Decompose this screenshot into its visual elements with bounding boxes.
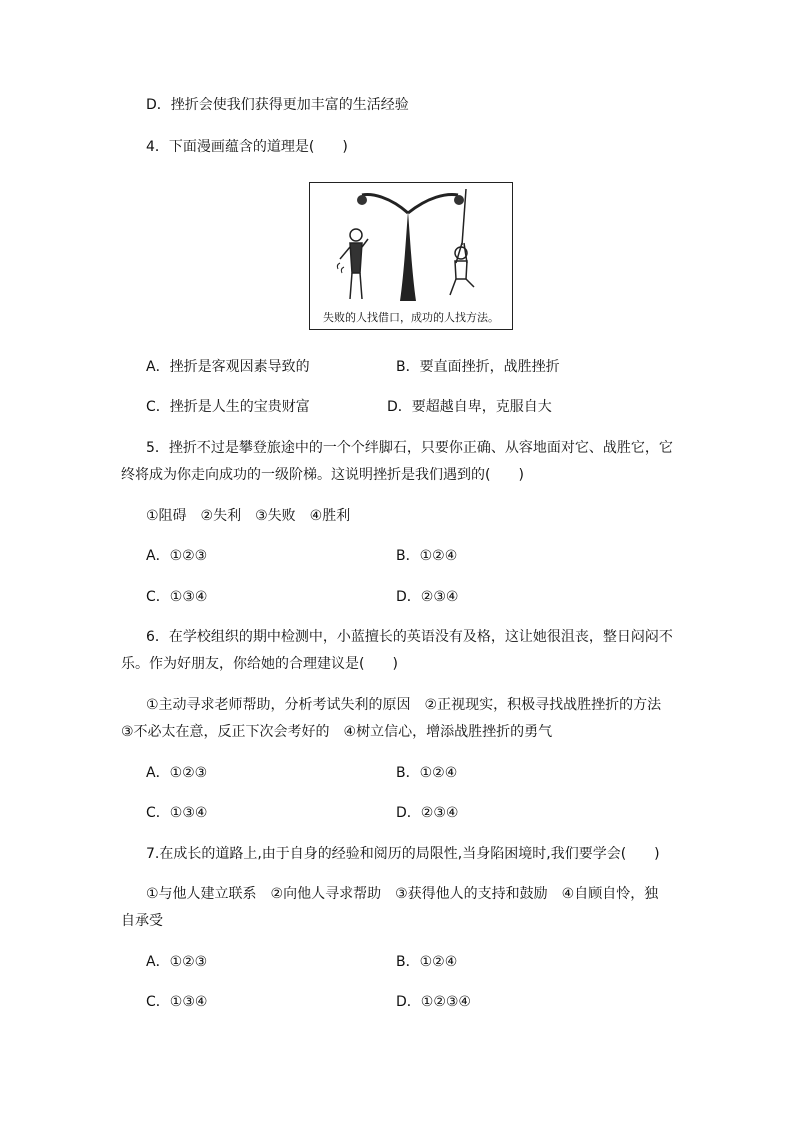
q5-option-c: C．①③④	[146, 589, 208, 605]
q5-stem-line1: 5．挫折不过是攀登旅途中的一个个绊脚石，只要你正确、从容地面对它、战胜它，它	[146, 440, 673, 456]
q6-items-line2: ③不必太在意，反正下次会考好的 ④树立信心，增添战胜挫折的勇气	[121, 724, 553, 740]
comic-figure	[309, 182, 513, 330]
q6-option-a: A．①②③	[146, 765, 208, 781]
q4-option-a: A．挫折是客观因素导致的	[146, 359, 310, 375]
q5-option-b: B．①②④	[396, 548, 458, 564]
q6-option-d: D．②③④	[396, 805, 459, 821]
motion-marks	[337, 263, 344, 273]
q4-option-b: B．要直面挫折，战胜挫折	[396, 359, 560, 375]
figure-climbing-person	[450, 189, 474, 295]
q7-option-a: A．①②③	[146, 954, 208, 970]
q6-option-c: C．①③④	[146, 805, 208, 821]
q7-items-line1: ①与他人建立联系 ②向他人寻求帮助 ③获得他人的支持和鼓励 ④自顾自怜，独	[146, 886, 659, 902]
q7-option-c: C．①③④	[146, 994, 208, 1010]
tree-trunk	[400, 211, 416, 301]
q7-stem: 7.在成长的道路上,由于自身的经验和阅历的局限性,当身陷困境时,我们要学会( )	[146, 846, 660, 862]
q3-option-d: D．挫折会使我们获得更加丰富的生活经验	[146, 97, 409, 113]
q7-option-d: D．①②③④	[396, 994, 471, 1010]
q4-option-d: D．要超越自卑，克服自大	[387, 399, 552, 415]
tree-branch-right	[408, 195, 458, 213]
q4-option-c: C．挫折是人生的宝贵财富	[146, 399, 310, 415]
q6-stem-line2: 乐。作为好朋友，你给她的合理建议是( )	[121, 656, 398, 672]
q5-stem-line2: 终将成为你走向成功的一级阶梯。这说明挫折是我们遇到的( )	[121, 467, 524, 483]
q7-items-line2: 自承受	[121, 913, 163, 929]
tree-branch-left	[362, 195, 408, 213]
comic-illustration	[310, 183, 512, 329]
q5-option-d: D．②③④	[396, 589, 459, 605]
fruit-right	[454, 195, 464, 205]
q6-stem-line1: 6．在学校组织的期中检测中，小蓝擅长的英语没有及格，这让她很沮丧，整日闷闷不	[146, 629, 673, 645]
q4-stem: 4．下面漫画蕴含的道理是( )	[146, 139, 348, 155]
q6-items-line1: ①主动寻求老师帮助，分析考试失利的原因 ②正视现实，积极寻找战胜挫折的方法	[146, 697, 662, 713]
q5-option-a: A．①②③	[146, 548, 208, 564]
q6-option-b: B．①②④	[396, 765, 458, 781]
fruit-left	[357, 195, 367, 205]
comic-caption: 失败的人找借口，成功的人找方法。	[323, 311, 499, 324]
q7-option-b: B．①②④	[396, 954, 458, 970]
q5-items: ①阻碍 ②失利 ③失败 ④胜利	[146, 508, 351, 524]
figure-excuse-person	[340, 229, 368, 299]
